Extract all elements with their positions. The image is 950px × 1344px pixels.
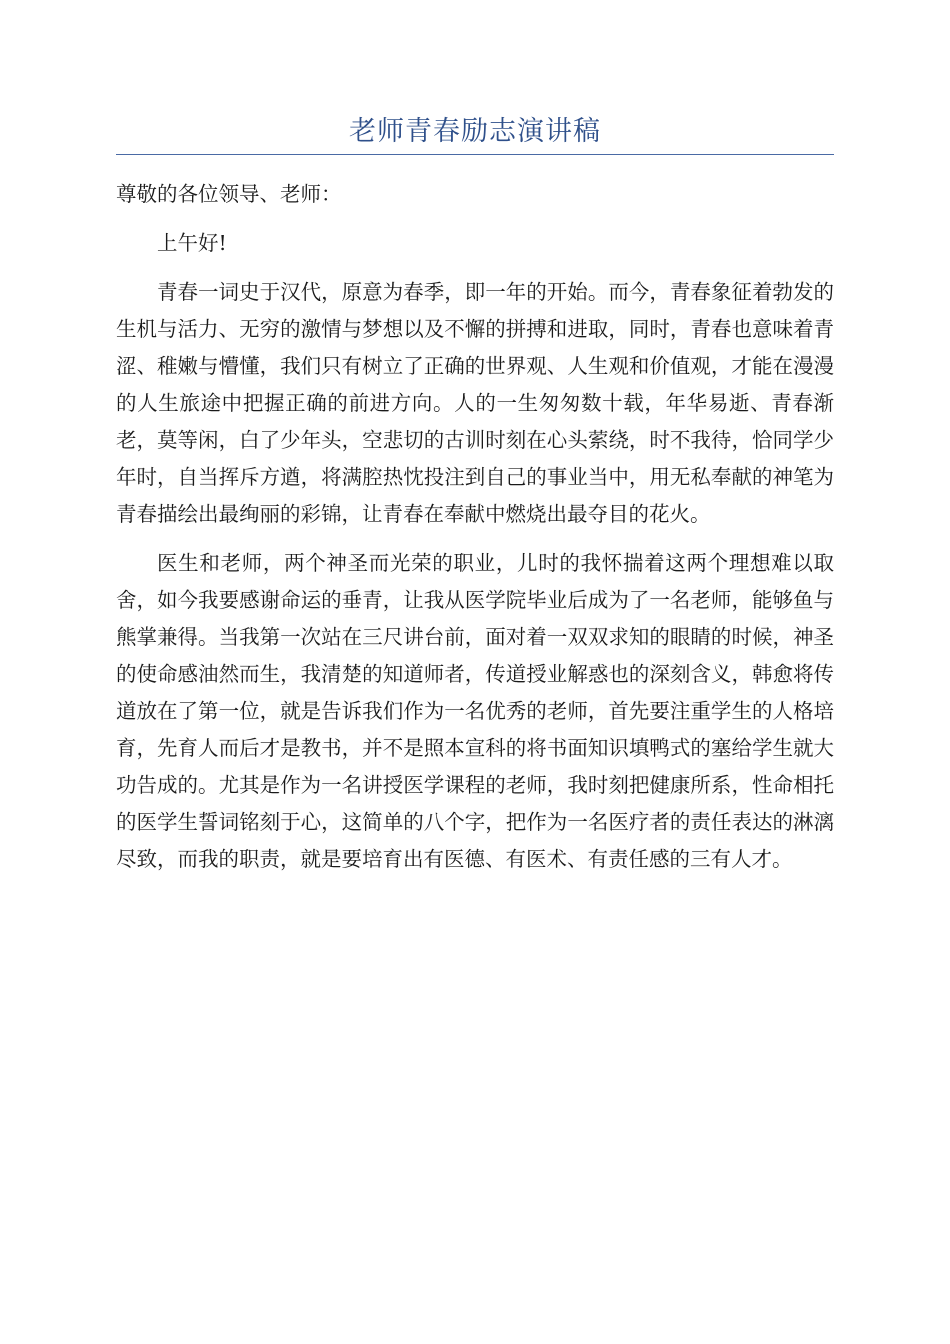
document-title: 老师青春励志演讲稿 bbox=[349, 116, 601, 147]
greeting: 上午好! bbox=[157, 231, 227, 255]
paragraph-1: 青春一词史于汉代，原意为春季，即一年的开始。而今，青春象征着勃发的生机与活力、无穷的激情与梦想以及不懈的拼搏和进取，同时，青春也意味着青涩、稚嫩与懵懂，我们只有树立了正确的世界观、人生观和价值观，才能在漫漫的人生旅途中把握正确的前进方向。人的一生匆匆数十载，年华易逝、青春渐老，莫等闲，白了少年头，空悲切的古训时刻在心头萦绕，时不我待，恰同学少年时，自当挥斥方遒，将满腔热忱投注到自己的事业当中，用无私奉献的神笔为青春描绘出最绚丽的彩锦，让青春在奉献中燃烧出最夺目的花火。 bbox=[116, 280, 834, 526]
document-body bbox=[116, 176, 834, 878]
paragraph-2: 医生和老师，两个神圣而光荣的职业，儿时的我怀揣着这两个理想难以取舍，如今我要感谢命运的垂青，让我从医学院毕业后成为了一名老师，能够鱼与熊掌兼得。当我第一次站在三尺讲台前，面对着一双双求知的眼睛的时候，神圣的使命感油然而生，我清楚的知道师者，传道授业解惑也的深刻含义，韩愈将传道放在了第一位，就是告诉我们作为一名优秀的老师，首先要注重学生的人格培育，先育人而后才是教书，并不是照本宣科的将书面知识填鸭式的塞给学生就大功告成的。尤其是作为一名讲授医学课程的老师，我时刻把健康所系，性命相托的医学生誓词铭刻于心，这简单的八个字，把作为一名医疗者的责任表达的淋漓尽致，而我的职责，就是要培育出有医德、有医术、有责任感的三有人才。 bbox=[116, 551, 834, 871]
title-underline bbox=[116, 154, 834, 155]
salutation: 尊敬的各位领导、老师： bbox=[116, 182, 342, 206]
